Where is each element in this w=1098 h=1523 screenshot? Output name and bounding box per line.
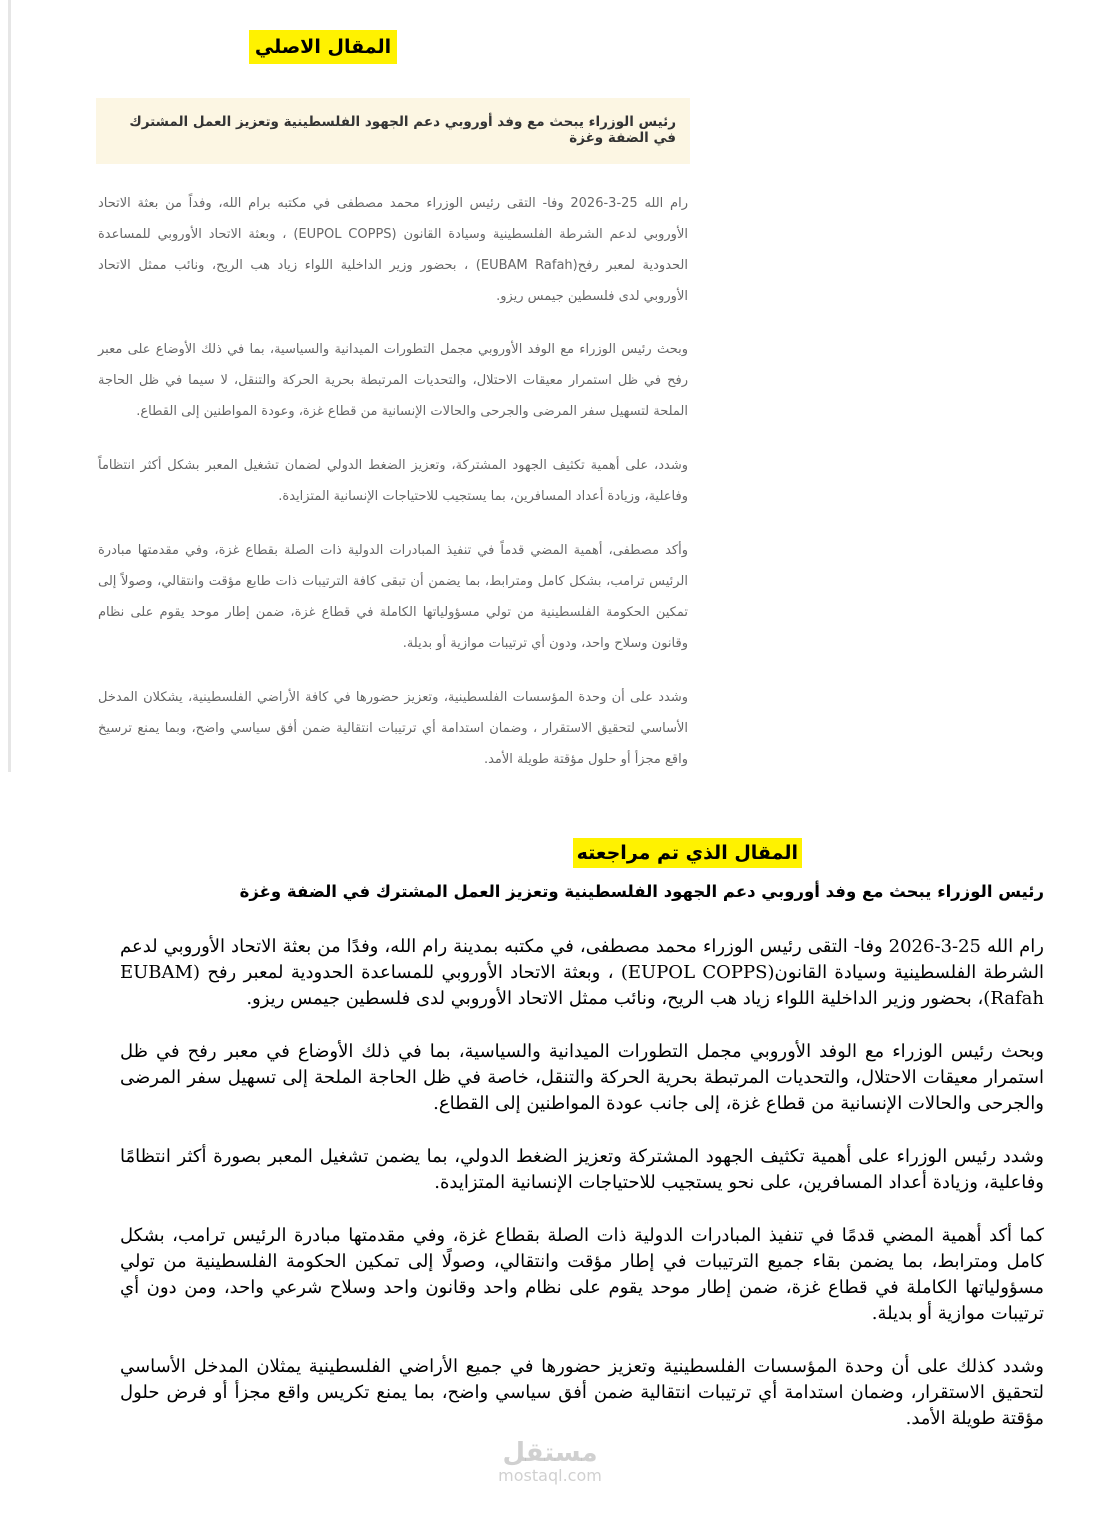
watermark-url: mostaql.com bbox=[498, 1466, 602, 1485]
original-headline: رئيس الوزراء يبحث مع وفد أوروبي دعم الجهود الفلسطينية وتعزيز العمل المشترك في الضفة وغزة bbox=[96, 98, 690, 164]
revised-paragraph-2: وبحث رئيس الوزراء مع الوفد الأوروبي مجمل التطورات الميدانية والسياسية، بما في ذلك الأوضاع في معبر رفح في ظل استمرار معيقات الاحتلال، والتحديات المرتبطة بحرية الحركة والتنقل، خاصة في ظل الحاجة الملحة إلى تسهيل سفر المرضى والجرحى والحالات الإنسانية من قطاع غزة، إلى جانب عودة المواطنين إلى القطاع. bbox=[120, 1041, 1044, 1114]
original-paragraph-1: رام الله 25-3-2026 وفا- التقى رئيس الوزراء محمد مصطفى في مكتبه برام الله، وفداً من بعثة الاتحاد الأوروبي لدعم الشرطة الفلسطينية وسيادة القانون (EUPOL COPPS) ، وبعثة الاتحاد الأوروبي للمساعدة الحدودية لمعبر رفح(EUBAM Rafah) ، بحضور وزير الداخلية اللواء زياد هب الريح، ونائب ممثل الاتحاد الأوروبي لدى فلسطين جيمس ريزو. bbox=[98, 196, 688, 304]
original-paragraph-5: وشدد على أن وحدة المؤسسات الفلسطينية، وتعزيز حضورها في كافة الأراضي الفلسطينية، يشكلان المدخل الأساسي لتحقيق الاستقرار ، وضمان استدامة أي ترتيبات انتقالية ضمن أفق سياسي واضح، وبما يمنع ترسيخ واقع مجزأ أو حلول مؤقتة طويلة الأمد. bbox=[98, 690, 688, 767]
revised-paragraph-3: وشدد رئيس الوزراء على أهمية تكثيف الجهود المشتركة وتعزيز الضغط الدولي، بما يضمن تشغيل المعبر بصورة أكثر انتظامًا وفاعلية، وزيادة أعداد المسافرين، على نحو يستجيب للاحتياجات الإنسانية المتزايدة. bbox=[120, 1146, 1044, 1193]
revised-paragraph-5: وشدد كذلك على أن وحدة المؤسسات الفلسطينية وتعزيز حضورها في جميع الأراضي الفلسطينية يمثلان المدخل الأساسي لتحقيق الاستقرار، وضمان استدامة أي ترتيبات انتقالية ضمن أفق سياسي واضح، بما يمنع تكريس واقع مجزأ أو فرض حلول مؤقتة طويلة الأمد. bbox=[120, 1356, 1044, 1429]
revised-label-wrap bbox=[120, 838, 1044, 868]
watermark-logo-text: مستقل bbox=[502, 1438, 598, 1468]
revised-article bbox=[120, 838, 1044, 1459]
revised-article-label: المقال الذي تم مراجعته bbox=[573, 838, 802, 868]
original-paragraph-2: وبحث رئيس الوزراء مع الوفد الأوروبي مجمل التطورات الميدانية والسياسية، بما في ذلك الأوضاع على معبر رفح في ظل استمرار معيقات الاحتلال، والتحديات المرتبطة بحرية الحركة والتنقل، لا سيما في ظل الحاجة الملحة لتسهيل سفر المرضى والجرحى والحالات الإنسانية من قطاع غزة، وعودة المواطنين إلى القطاع. bbox=[98, 342, 688, 419]
original-paragraph-3: وشدد، على أهمية تكثيف الجهود المشتركة، وتعزيز الضغط الدولي لضمان تشغيل المعبر بشكل أكثر انتظاماً وفاعلية، وزيادة أعداد المسافرين، بما يستجيب للاحتياجات الإنسانية المتزايدة. bbox=[98, 458, 688, 504]
left-margin-rule bbox=[8, 0, 11, 772]
original-article-label: المقال الاصلي bbox=[249, 30, 397, 64]
original-paragraph-4: وأكد مصطفى، أهمية المضي قدماً في تنفيذ المبادرات الدولية ذات الصلة بقطاع غزة، وفي مقدمتها مبادرة الرئيس ترامب، بشكل كامل ومترابط، بما يضمن أن تبقى كافة الترتيبات ذات طابع مؤقت وانتقالي، وصولاً إلى تمكين الحكومة الفلسطينية من تولي مسؤولياتها الكاملة في قطاع غزة، ضمن إطار موحد يقوم على نظام وقانون وسلاح واحد، ودون أي ترتيبات موازية أو بديلة. bbox=[98, 543, 688, 651]
revised-paragraph-4: كما أكد أهمية المضي قدمًا في تنفيذ المبادرات الدولية ذات الصلة بقطاع غزة، وفي مقدمتها مبادرة الرئيس ترامب، بشكل كامل ومترابط، بما يضمن بقاء جميع الترتيبات في إطار مؤقت وانتقالي، وصولًا إلى تمكين الحكومة الفلسطينية من تولي مسؤولياتها الكاملة في قطاع غزة، ضمن إطار موحد يقوم على نظام واحد وقانون واحد وسلاح شرعي واحد، ومن دون أي ترتيبات موازية أو بديلة. bbox=[120, 1225, 1044, 1324]
revised-paragraph-1: رام الله 25-3-2026 وفا- التقى رئيس الوزراء محمد مصطفى، في مكتبه بمدينة رام الله، وفدًا من بعثة الاتحاد الأوروبي لدعم الشرطة الفلسطينية وسيادة القانون(EUPOL COPPS) ، وبعثة الاتحاد الأوروبي للمساعدة الحدودية لمعبر رفح (EUBAM Rafah)، بحضور وزير الداخلية اللواء زياد هب الريح، ونائب ممثل الاتحاد الأوروبي لدى فلسطين جيمس ريزو. bbox=[120, 936, 1045, 1009]
original-label-wrap bbox=[96, 30, 690, 64]
revised-headline: رئيس الوزراء يبحث مع وفد أوروبي دعم الجهود الفلسطينية وتعزيز العمل المشترك في الضفة وغزة bbox=[239, 882, 1044, 901]
original-article bbox=[96, 30, 690, 798]
